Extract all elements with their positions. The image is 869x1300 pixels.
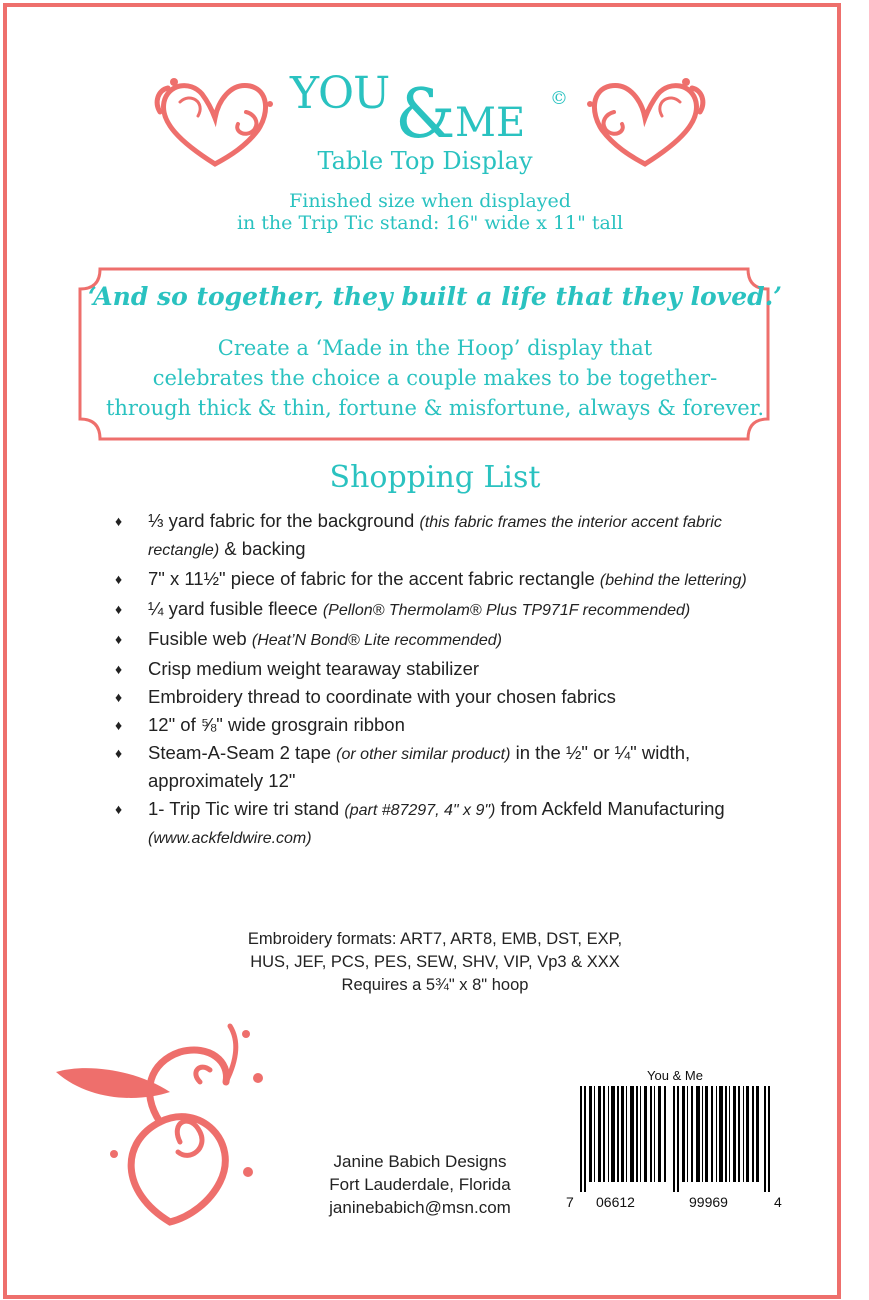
list-item: ♦ 1- Trip Tic wire tri stand (part #87297, 4" x 9") from Ackfeld Manufacturing (www.ackfeldwire.com) bbox=[115, 798, 725, 847]
barcode-digits-left: 06612 bbox=[596, 1194, 635, 1210]
embroidery-formats bbox=[150, 928, 720, 997]
barcode-label: You & Me bbox=[647, 1068, 703, 1083]
intro-text bbox=[90, 333, 780, 423]
barcode-icon bbox=[578, 1086, 774, 1192]
barcode-digits-right: 99969 bbox=[689, 1194, 728, 1210]
barcode-digit-first: 7 bbox=[566, 1194, 574, 1210]
finished-size bbox=[180, 190, 680, 234]
intro-line1: Create a ‘Made in the Hoop’ display that bbox=[217, 336, 653, 360]
bullet-icon: ♦ bbox=[115, 801, 123, 817]
heart-flourish-right-icon bbox=[580, 72, 710, 172]
finished-size-line1: Finished size when displayed bbox=[289, 190, 571, 212]
bullet-icon: ♦ bbox=[115, 571, 123, 587]
bullet-icon: ♦ bbox=[115, 661, 123, 677]
bullet-icon: ♦ bbox=[115, 513, 123, 529]
list-item: ♦ Steam-A-Seam 2 tape (or other similar product) in the ½" or ¼" width, approximately 12" bbox=[115, 742, 691, 791]
heart-ornament-icon bbox=[50, 1022, 280, 1232]
list-item: ♦ Embroidery thread to coordinate with your chosen fabrics bbox=[115, 684, 755, 710]
designer-name: Janine Babich Designs bbox=[333, 1152, 507, 1171]
bullet-icon: ♦ bbox=[115, 717, 123, 733]
intro-line3: through thick & thin, fortune & misfortune, always & forever. bbox=[105, 396, 765, 420]
list-item: ♦ ⅓ yard fabric for the background (this fabric frames the interior accent fabric rectangle) & backing bbox=[115, 510, 722, 559]
barcode-digit-last: 4 bbox=[774, 1194, 782, 1210]
hoop-requirement: Requires a 5¾" x 8" hoop bbox=[341, 976, 529, 994]
bullet-icon: ♦ bbox=[115, 745, 123, 761]
list-item: ♦ 7" x 11½" piece of fabric for the accent fabric rectangle (behind the lettering) bbox=[115, 566, 755, 594]
title-me: ME bbox=[455, 100, 526, 146]
list-item: ♦ Fusible web (Heat’N Bond® Lite recommended) bbox=[115, 626, 755, 654]
formats-line1: Embroidery formats: ART7, ART8, EMB, DST, EXP, bbox=[247, 930, 623, 948]
subtitle: Table Top Display bbox=[317, 147, 533, 175]
bullet-icon: ♦ bbox=[115, 601, 123, 617]
bullet-icon: ♦ bbox=[115, 689, 123, 705]
list-item: ♦ 12" of ⅝" wide grosgrain ribbon bbox=[115, 712, 755, 738]
title-ampersand: & bbox=[395, 75, 456, 154]
designer-address bbox=[300, 1150, 540, 1219]
list-item: ♦ Crisp medium weight tearaway stabilizer bbox=[115, 656, 755, 682]
finished-size-line2: in the Trip Tic stand: 16" wide x 11" tall bbox=[236, 212, 624, 234]
heart-flourish-left-icon bbox=[150, 72, 280, 172]
shopping-list bbox=[115, 508, 755, 854]
designer-email: janinebabich@msn.com bbox=[329, 1198, 511, 1217]
title-you: YOU bbox=[290, 68, 390, 119]
bullet-icon: ♦ bbox=[115, 631, 123, 647]
quote-text: ‘And so together, they built a life that they loved.’ bbox=[87, 282, 783, 311]
list-item: ♦ ¼ yard fusible fleece (Pellon® Thermolam® Plus TP971F recommended) bbox=[115, 596, 755, 624]
copyright-mark: © bbox=[550, 88, 568, 109]
designer-city: Fort Lauderdale, Florida bbox=[329, 1175, 511, 1194]
shopping-list-title: Shopping List bbox=[329, 460, 541, 495]
formats-line2: HUS, JEF, PCS, PES, SEW, SHV, VIP, Vp3 & XXX bbox=[250, 953, 620, 971]
intro-line2: celebrates the choice a couple makes to be together- bbox=[152, 366, 718, 390]
